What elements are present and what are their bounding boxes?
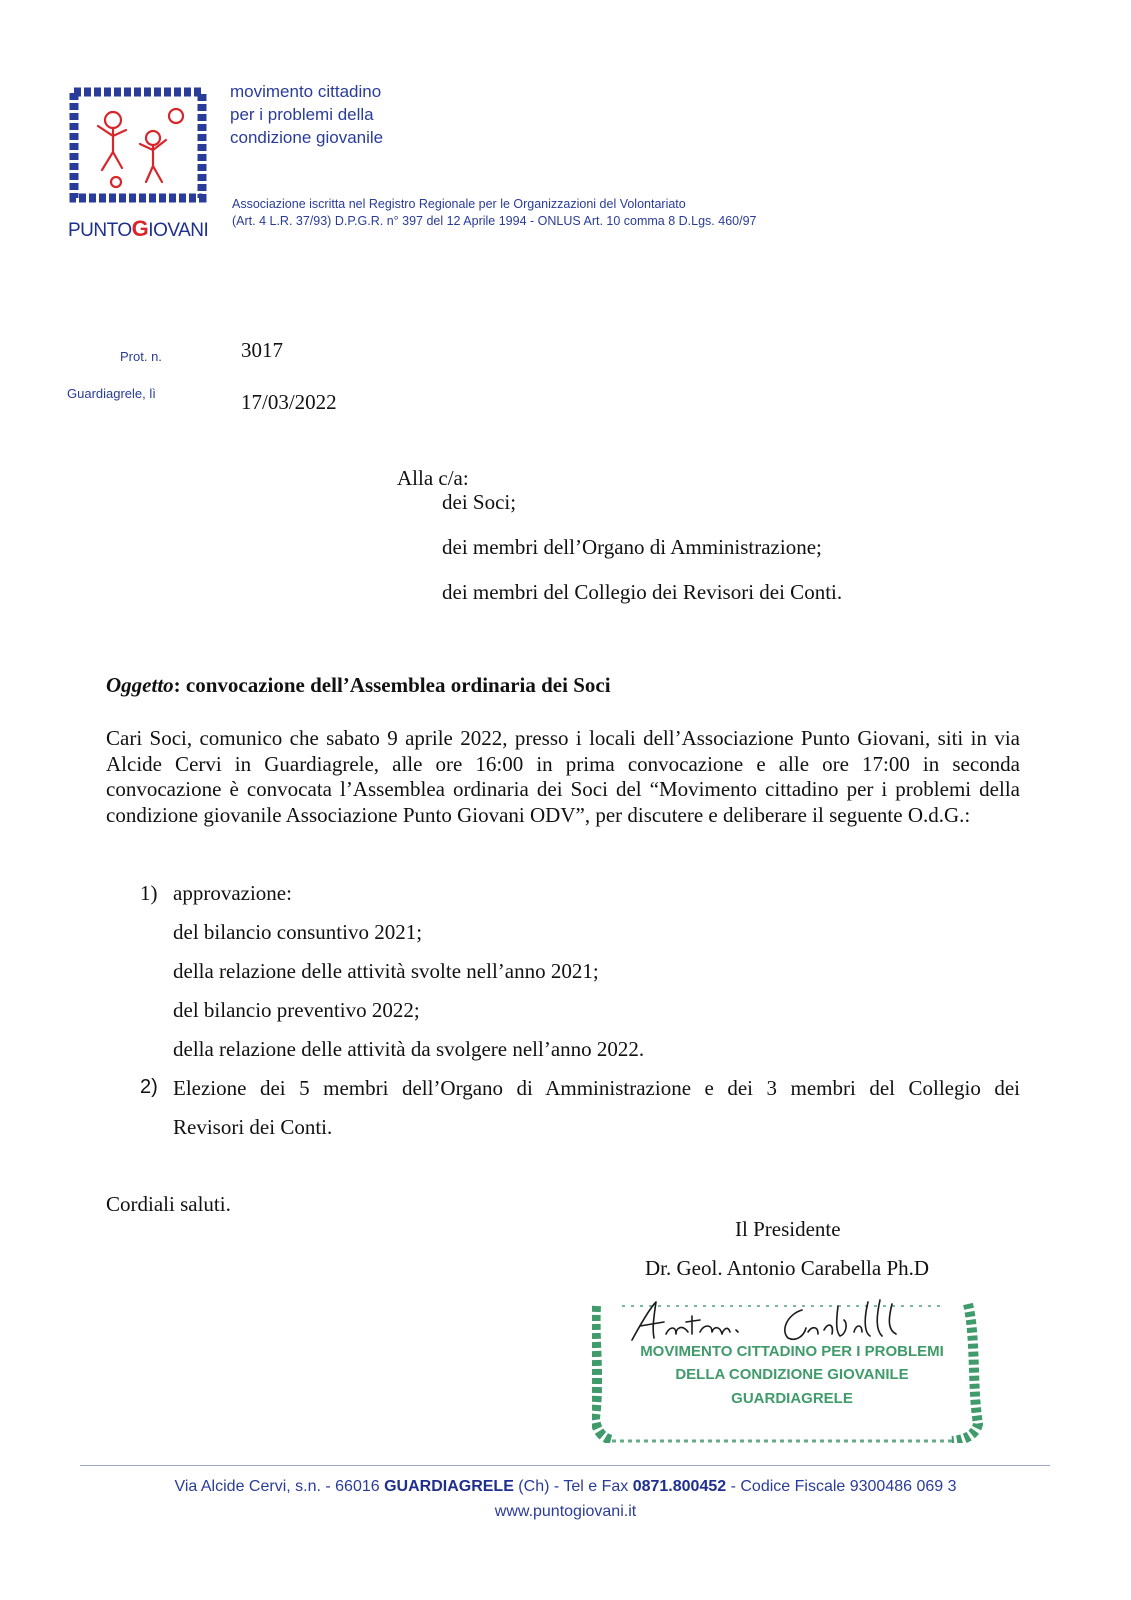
agenda-subitem: della relazione delle attività da svolgere nell’anno 2022. [173,1037,645,1061]
signatory-title: Il Presidente [735,1217,841,1241]
registry-info [232,196,756,230]
footer-address: Via Alcide Cervi, s.n. - 66016 GUARDIAGRELE (Ch) - Tel e Fax 0871.800452 - Codice Fiscale 9300486 069 3 [174,1478,957,1495]
protocol-label: Prot. n. [120,349,162,364]
registry-line: Associazione iscritta nel Registro Regionale per le Organizzazioni del Volontariato [232,197,686,211]
motto-line: movimento cittadino [230,82,382,101]
recipient-item: dei Soci; [442,490,517,514]
place-label: Guardiagrele, lì [67,386,156,401]
recipient-item: dei membri del Collegio dei Revisori dei Conti. [442,580,843,604]
footer-divider [80,1465,1050,1466]
subject-label: Oggetto [106,673,174,697]
organization-motto [230,80,383,149]
motto-line: per i problemi della [230,105,374,124]
closing-greeting: Cordiali saluti. [106,1192,231,1216]
stamp-line: DELLA CONDIZIONE GIOVANILE [675,1366,909,1383]
agenda-item-text: Elezione dei 5 membri dell’Organo di Amministrazione e dei 3 membri del Collegio dei [173,1076,1020,1100]
agenda-item-title: approvazione: [173,881,292,905]
motto-line: condizione giovanile [230,128,384,147]
subject-line [106,673,611,698]
official-stamp [592,1298,992,1443]
registry-line: (Art. 4 L.R. 37/93) D.P.G.R. n° 397 del 12 Aprile 1994 - ONLUS Art. 10 comma 8 D.Lgs. 460/97 [232,214,757,228]
subject-text: : convocazione dell’Assemblea ordinaria dei Soci [173,673,611,697]
logo-icon [68,86,208,204]
body-paragraph: Cari Soci, comunico che sabato 9 aprile 2022, presso i locali dell’Associazione Punto Giovani, siti in via Alcide Cervi in Guardiagrele, alle ore 16:00 in prima convocazione e alle ore 17:00 in seconda convocazione è convocata l’Assemblea ordinaria dei Soci del “Movimento cittadino per i problemi della condizione giovanile Associazione Punto Giovani ODV”, per discutere e deliberare il seguente O.d.G.: [106,726,1020,827]
protocol-number: 3017 [241,338,283,362]
letter-date: 17/03/2022 [241,390,337,414]
logo-wordmark: PUNTOGIOVANI [68,216,209,241]
agenda-number: 1) [140,881,158,905]
stamp-line: MOVIMENTO CITTADINO PER I PROBLEMI [640,1343,944,1360]
stamp-line: GUARDIAGRELE [731,1390,853,1407]
recipients-header: Alla c/a: [397,466,469,490]
agenda-subitem: del bilancio preventivo 2022; [173,998,420,1022]
agenda-item-text: Revisori dei Conti. [173,1115,333,1139]
agenda-number: 2) [140,1076,158,1098]
recipient-item: dei membri dell’Organo di Amministrazione; [442,535,822,559]
footer-website-link[interactable]: www.puntogiovani.it [494,1503,637,1520]
agenda-subitem: della relazione delle attività svolte nell’anno 2021; [173,959,599,983]
agenda-subitem: del bilancio consuntivo 2021; [173,920,423,944]
signatory-name: Dr. Geol. Antonio Carabella Ph.D [645,1256,930,1280]
